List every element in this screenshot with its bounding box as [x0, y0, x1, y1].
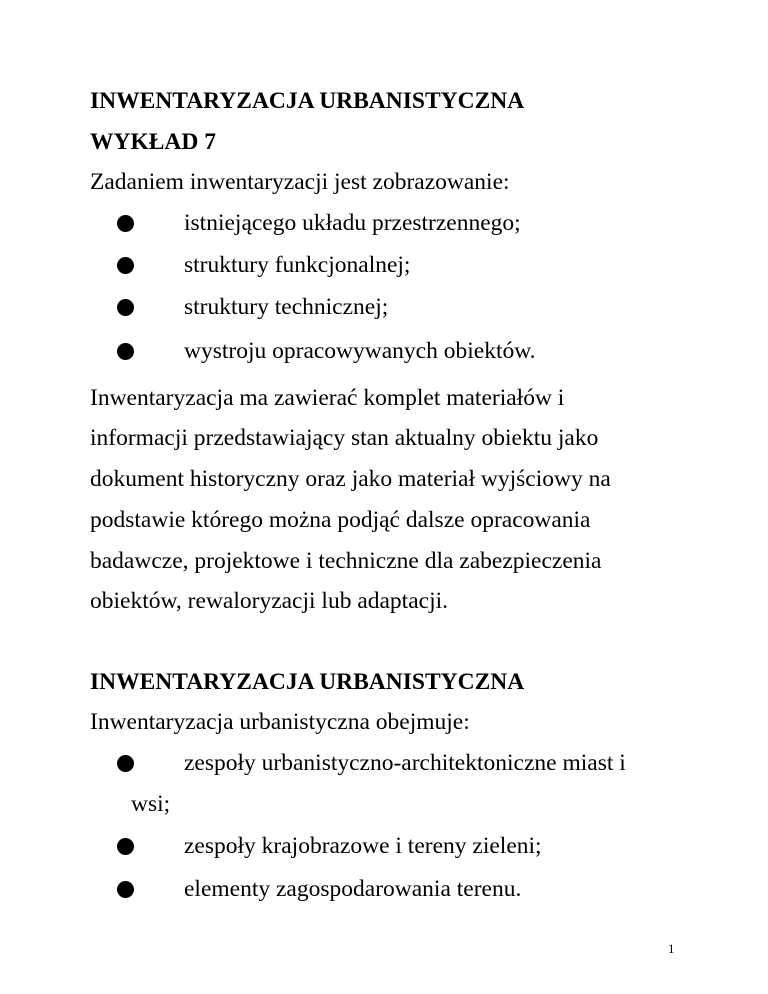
page-number: 1	[668, 941, 675, 956]
list-item-text: struktury funkcjonalnej;	[184, 252, 411, 278]
section1-heading: INWENTARYZACJA URBANISTYCZNA	[90, 88, 525, 114]
paragraph-line: podstawie którego można podjąć dalsze opracowania	[90, 507, 591, 533]
list-item-text: istniejącego układu przestrzennego;	[184, 210, 521, 236]
list-item-text-continuation: wsi;	[131, 791, 171, 817]
list-item-text: wystroju opracowywanych obiektów.	[184, 338, 536, 364]
bullet-dot-icon	[117, 838, 134, 855]
bullet-dot-icon	[117, 881, 134, 898]
paragraph-line: obiektów, rewaloryzacji lub adaptacji.	[90, 588, 449, 614]
paragraph-line: Inwentaryzacja ma zawierać komplet materiałów i	[90, 385, 565, 411]
bullet-dot-icon	[117, 755, 134, 772]
bullet-dot-icon	[117, 257, 134, 274]
paragraph-line: dokument historyczny oraz jako materiał wyjściowy na	[90, 466, 611, 492]
bullet-dot-icon	[117, 343, 134, 360]
paragraph-line: informacji przedstawiający stan aktualny obiektu jako	[90, 425, 599, 451]
bullet-dot-icon	[117, 299, 134, 316]
paragraph-line: badawcze, projektowe i techniczne dla zabezpieczenia	[90, 548, 602, 574]
list-item-text: elementy zagospodarowania terenu.	[184, 876, 522, 902]
lecture-number: WYKŁAD 7	[90, 129, 216, 155]
section2-heading: INWENTARYZACJA URBANISTYCZNA	[90, 669, 525, 695]
section1-intro: Zadaniem inwentaryzacji jest zobrazowanie:	[90, 169, 510, 195]
list-item-text: zespoły krajobrazowe i tereny zieleni;	[184, 833, 542, 859]
list-item-text: struktury technicznej;	[184, 294, 389, 320]
list-item-text: zespoły urbanistyczno-architektoniczne miast i	[184, 750, 626, 776]
bullet-dot-icon	[117, 215, 134, 232]
section2-intro: Inwentaryzacja urbanistyczna obejmuje:	[90, 709, 470, 735]
